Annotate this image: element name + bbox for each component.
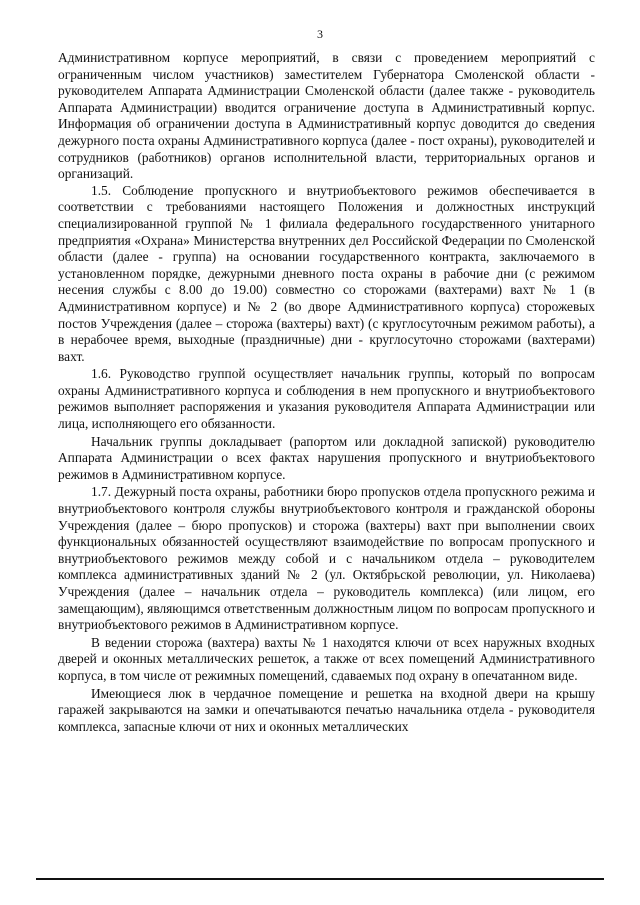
bottom-divider <box>36 878 604 880</box>
paragraph-continuation: Административном корпусе мероприятий, в связи с проведением мероприятий с ограниченным числом участников) заместителем Губернатора Смоленской области - руководителем Аппарата Администрации Смоленской области (далее также - руководитель Аппарата Администрации) вводится ограничение доступа в Административный корпус. Информация об ограничении доступа в Административный корпус доводится до сведения дежурного поста охраны Административного корпуса (далее - пост охраны), руководителей и сотрудников (работников) органов исполнительной власти, территориальных органов и организаций. <box>58 50 595 182</box>
paragraph-1-6: 1.6. Руководство группой осуществляет начальник группы, который по вопросам охраны Административного корпуса и соблюдения в нем пропускного и внутриобъектового режимов выполняет распоряжения и указания руководителя Аппарата Администрации или лица, исполняющего его обязанности. <box>58 366 595 432</box>
paragraph-1-5: 1.5. Соблюдение пропускного и внутриобъектового режимов обеспечивается в соответствии с требованиями настоящего Положения и должностных инструкций специализированной группой № 1 филиала федерального государственного унитарного предприятия «Охрана» Министерства внутренних дел Российской Федерации по Смоленской области (далее - группа) на основании государственного контракта, заключаемого в установленном порядке, дежурными дневного поста охраны в рабочие дни (с режимом несения службы с 8.00 до 19.00) совместно со сторожами (вахтерами) вахт № 1 (в Административном корпусе) и № 2 (во дворе Административного корпуса) сторожевых постов Учреждения (далее – сторожа (вахтеры) вахт) (с круглосуточным режимом работы), а в нерабочее время, выходные (праздничные) дни - круглосуточно сторожами (вахтерами) вахт. <box>58 182 595 364</box>
paragraph-keys: В ведении сторожа (вахтера) вахты № 1 находятся ключи от всех наружных входных дверей и оконных металлических решеток, а также от всех помещений Административного корпуса, в том числе от режимных помещений, сдаваемых под охрану в опечатанном виде. <box>58 634 595 683</box>
page-number: 3 <box>317 27 323 41</box>
paragraph-hatch: Имеющиеся люк в чердачное помещение и решетка на входной двери на крышу гаражей закрываются на замки и опечатываются печатью начальника отдела - руководителя комплекса, запасные ключи от них и оконных металлических <box>58 685 595 734</box>
paragraph-1-7: 1.7. Дежурный поста охраны, работники бюро пропусков отдела пропускного режима и внутриобъектового контроля службы внутриобъектового контроля и гражданской обороны Учреждения (далее – бюро пропусков) и сторожа (вахтеры) вахт при выполнении своих функциональных обязанностей осуществляют взаимодействие по вопросам пропускного и внутриобъектового режимов между собой и с начальником отдела – руководителем комплекса административных зданий № 2 (ул. Октябрьской революции, ул. Николаева) Учреждения (далее – начальник отдела – руководитель комплекса) (или лицом, его замещающим), являющимся ответственным должностным лицом по вопросам пропускного и внутриобъектового режимов в Административном корпусе. <box>58 484 595 633</box>
paragraph-group-report: Начальник группы докладывает (рапортом или докладной запиской) руководителю Аппарата Администрации о всех фактах нарушения пропускного и внутриобъектового режимов в Административном корпусе. <box>58 433 595 482</box>
document-body <box>58 50 595 735</box>
